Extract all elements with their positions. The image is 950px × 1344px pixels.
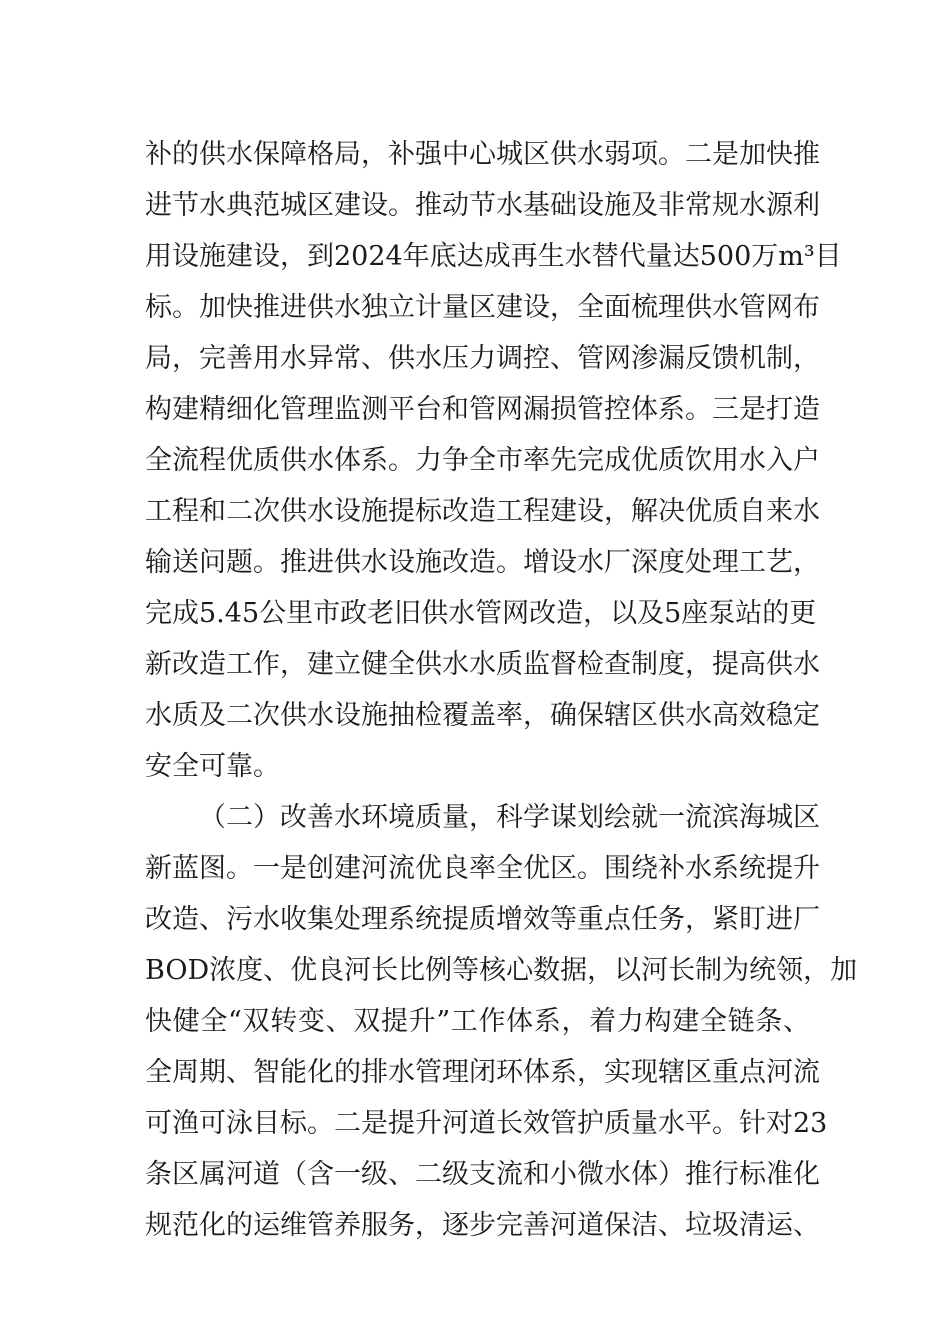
text-line: 输送问题。推进供水设施改造。增设水厂深度处理工艺，: [145, 547, 820, 578]
text-line: 完成5.45公里市政老旧供水管网改造，以及5座泵站的更: [145, 598, 817, 629]
text-line: 改造、污水收集处理系统提质增效等重点任务，紧盯进厂: [145, 904, 820, 935]
text-line: 全流程优质供水体系。力争全市率先完成优质饮用水入户: [145, 445, 820, 476]
section-heading-line: （二）改善水环境质量，科学谋划绘就一流滨海城区: [199, 802, 820, 833]
text-line: 工程和二次供水设施提标改造工程建设，解决优质自来水: [145, 496, 820, 527]
text-line: 安全可靠。: [145, 751, 280, 782]
text-line: BOD浓度、优良河长比例等核心数据，以河长制为统领，加: [145, 955, 858, 986]
text-line: 进节水典范城区建设。推动节水基础设施及非常规水源利: [145, 190, 820, 221]
text-line: 新蓝图。一是创建河流优良率全优区。围绕补水系统提升: [145, 853, 820, 884]
text-line: 规范化的运维管养服务，逐步完善河道保洁、垃圾清运、: [145, 1210, 820, 1241]
text-line: 条区属河道（含一级、二级支流和小微水体）推行标准化: [145, 1159, 820, 1190]
text-line: 用设施建设，到2024年底达成再生水替代量达500万m³目: [145, 241, 842, 272]
text-line: 快健全“双转变、双提升”工作体系，着力构建全链条、: [145, 1006, 810, 1037]
text-line: 水质及二次供水设施抽检覆盖率，确保辖区供水高效稳定: [145, 700, 820, 731]
body-text: [145, 129, 858, 1251]
text-line: 局，完善用水异常、供水压力调控、管网渗漏反馈机制，: [145, 343, 820, 374]
text-line: 可渔可泳目标。二是提升河道长效管护质量水平。针对23: [145, 1108, 828, 1139]
text-line: 补的供水保障格局，补强中心城区供水弱项。二是加快推: [145, 139, 820, 170]
text-line: 新改造工作，建立健全供水水质监督检查制度，提高供水: [145, 649, 820, 680]
text-line: 标。加快推进供水独立计量区建设，全面梳理供水管网布: [145, 292, 820, 323]
text-line: 构建精细化管理监测平台和管网漏损管控体系。三是打造: [145, 394, 820, 425]
text-line: 全周期、智能化的排水管理闭环体系，实现辖区重点河流: [145, 1057, 820, 1088]
